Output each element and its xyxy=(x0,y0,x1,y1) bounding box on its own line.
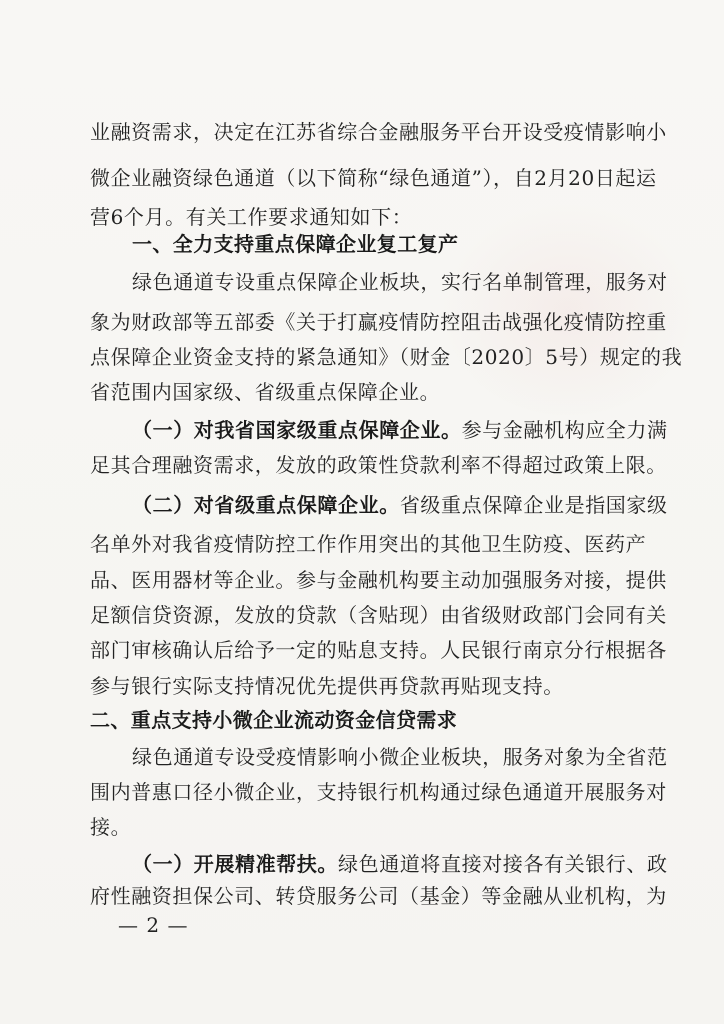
text-line: 足其合理融资需求，发放的政策性贷款利率不得超过政策上限。 xyxy=(90,453,667,477)
subsection-line xyxy=(132,493,668,517)
text-line: 足额信贷资源，发放的贷款（含贴现）由省级财政部门会同有关 xyxy=(90,603,667,627)
subsection-line xyxy=(132,852,668,876)
subsection-text: 参与金融机构应全力满 xyxy=(461,418,668,442)
text-line: 象为财政部等五部委《关于打赢疫情防控阻击战强化疫情防控重 xyxy=(90,310,667,334)
text-line: 品、医用器材等企业。参与金融机构要主动加强服务对接，提供 xyxy=(90,568,667,592)
text-line: 省范围内国家级、省级重点保障企业。 xyxy=(90,380,441,404)
text-line: 点保障企业资金支持的紧急通知》（财金〔2020〕5号）规定的我 xyxy=(90,345,683,369)
text-line: 营6个月。有关工作要求通知如下： xyxy=(90,205,413,229)
text-line: 接。 xyxy=(90,815,132,839)
text-line: 部门审核确认后给予一定的贴息支持。人民银行南京分行根据各 xyxy=(90,638,667,662)
text-line: 业融资需求，决定在江苏省综合金融服务平台开设受疫情影响小 xyxy=(90,120,667,144)
text-line: 围内普惠口径小微企业，支持银行机构通过绿色通道开展服务对 xyxy=(90,780,667,804)
text-line: 微企业融资绿色通道（以下简称“绿色通道”），自2月20日起运 xyxy=(90,166,657,190)
subsection-lead: （二）对省级重点保障企业。 xyxy=(132,493,400,517)
text-line: 绿色通道专设受疫情影响小微企业板块，服务对象为全省范 xyxy=(132,745,668,769)
subsection-line xyxy=(132,418,668,442)
section-heading-2: 二、重点支持小微企业流动资金信贷需求 xyxy=(90,708,458,732)
text-line: 府性融资担保公司、转贷服务公司（基金）等金融从业机构，为 xyxy=(90,884,667,908)
subsection-lead: （一）开展精准帮扶。 xyxy=(132,852,338,876)
subsection-lead: （一）对我省国家级重点保障企业。 xyxy=(132,418,462,442)
subsection-text: 绿色通道将直接对接各有关银行、政 xyxy=(338,852,668,876)
subsection-text: 省级重点保障企业是指国家级 xyxy=(399,493,668,517)
text-line: 绿色通道专设重点保障企业板块，实行名单制管理，服务对 xyxy=(132,270,668,294)
text-line: 名单外对我省疫情防控工作作用突出的其他卫生防疫、医药产 xyxy=(90,532,647,556)
section-heading-1: 一、全力支持重点保障企业复工复产 xyxy=(132,232,459,256)
text-line: 参与银行实际支持情况优先提供再贷款再贴现支持。 xyxy=(90,674,564,698)
page-number: — 2 — xyxy=(118,913,189,937)
